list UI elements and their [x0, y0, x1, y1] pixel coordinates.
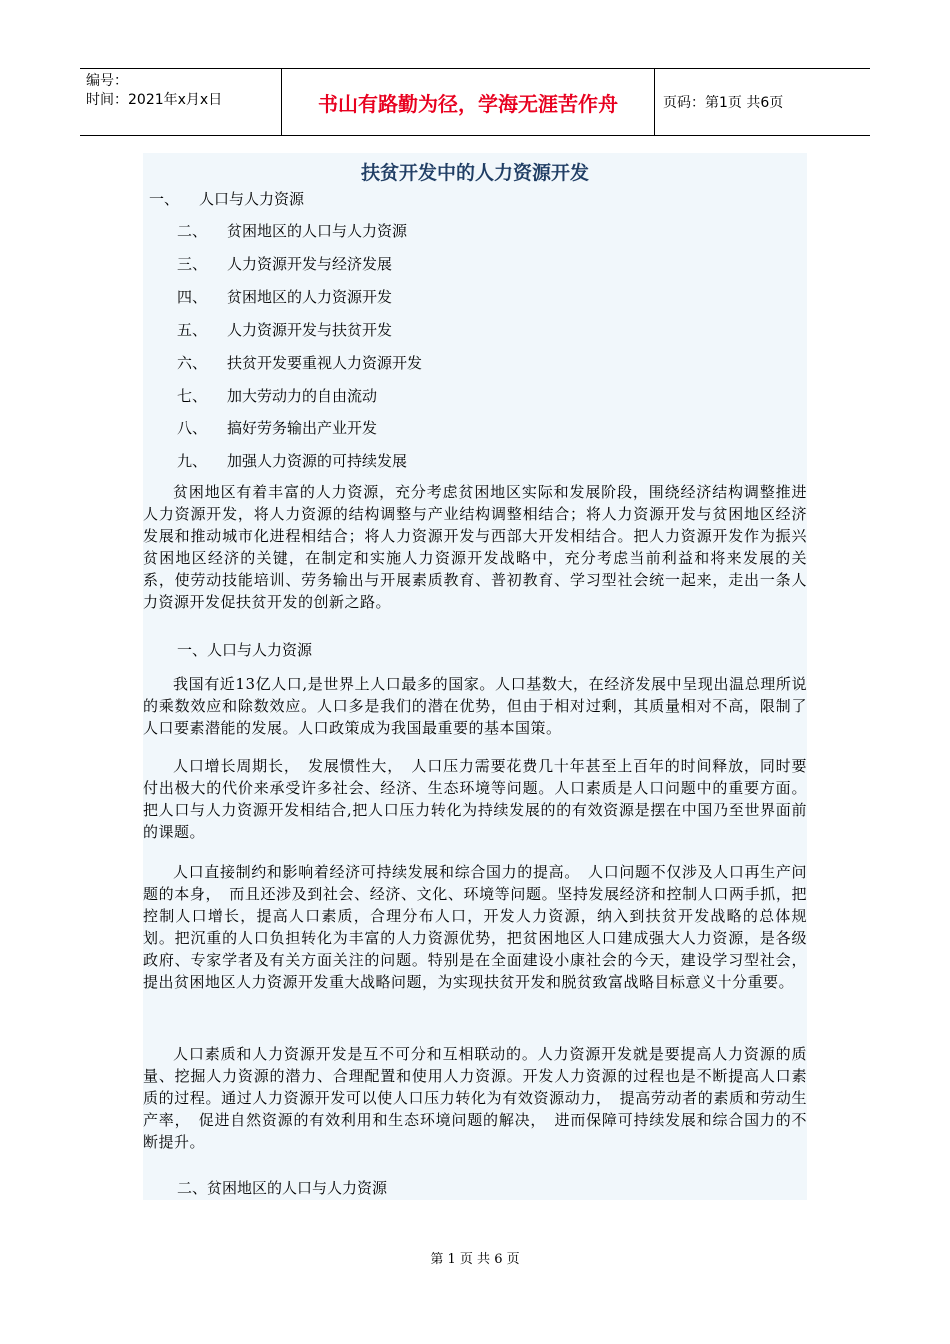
toc-text: 贫困地区的人口与人力资源: [227, 222, 408, 240]
toc-number: 八、: [177, 419, 208, 437]
toc-text: 加强人力资源的可持续发展: [227, 452, 408, 470]
toc-item: [149, 188, 304, 209]
body-paragraph: 人口直接制约和影响着经济可持续发展和综合国力的提高。 人口问题不仅涉及人口再生产问题的本身， 而且还涉及到社会、经济、文化、环境等问题。坚持发展经济和控制人口两手抓，把控制人口增长，提高人口素质，合理分布人口，开发人力资源，纳入到扶贫开发战略的总体规划。把沉重的人口负担转化为丰富的人力资源优势，把贫困地区人口建成强大人力资源，是各级政府、专家学者及有关方面关注的问题。特别是在全面建设小康社会的今天，建设学习型社会，提出贫困地区人力资源开发重大战略问题，为实现扶贫开发和脱贫致富战略目标意义十分重要。: [143, 863, 807, 991]
toc-number: 三、: [177, 255, 208, 273]
header-page-label: 页码：第1页 共6页: [663, 95, 784, 111]
section-heading: 一、人口与人力资源: [177, 641, 313, 659]
document-body: [143, 153, 807, 1200]
number-label: 编号：: [86, 73, 128, 89]
toc-number: 七、: [177, 387, 208, 405]
toc-item: [177, 286, 392, 307]
page-header: [80, 68, 870, 136]
toc-text: 贫困地区的人力资源开发: [227, 288, 393, 306]
toc-number: 一、: [149, 190, 180, 208]
intro-paragraph: 贫困地区有着丰富的人力资源，充分考虑贫困地区实际和发展阶段，围绕经济结构调整推进人力资源开发，将人力资源的结构调整与产业结构调整相结合；将人力资源开发与贫困地区经济发展和推动城市化进程相结合；将人力资源开发与西部大开发相结合。把人力资源开发作为振兴贫困地区经济的关键，在制定和实施人力资源开发战略中，充分考虑当前利益和将来发展的关系，使劳动技能培训、劳务输出与开展素质教育、普初教育、学习型社会统一起来，走出一条人力资源开发促扶贫开发的创新之路。: [143, 483, 807, 611]
toc-item: [177, 319, 392, 340]
toc-number: 五、: [177, 321, 208, 339]
toc-text: 人力资源开发与经济发展: [227, 255, 393, 273]
toc-number: 四、: [177, 288, 208, 306]
date-label: 时间：2021年x月x日: [86, 92, 223, 108]
toc-item: [177, 352, 422, 373]
toc-text: 扶贫开发要重视人力资源开发: [227, 354, 423, 372]
header-motto: 书山有路勤为径，学海无涯苦作舟: [282, 69, 655, 135]
section-heading: 二、贫困地区的人口与人力资源: [177, 1179, 388, 1197]
page-footer: 第 1 页 共 6 页: [430, 1252, 520, 1267]
toc-item: [177, 253, 392, 274]
document-title: 扶贫开发中的人力资源开发: [360, 162, 589, 184]
toc-text: 加大劳动力的自由流动: [227, 387, 378, 405]
toc-item: [177, 417, 377, 438]
toc-number: 九、: [177, 452, 208, 470]
body-paragraph: 我国有近13亿人口,是世界上人口最多的国家。人口基数大，在经济发展中呈现出温总理所说的乘数效应和除数效应。人口多是我们的潜在优势，但由于相对过剩，其质量相对不高，限制了人口要素潜能的发展。人口政策成为我国最重要的基本国策。: [143, 675, 807, 737]
toc-text: 人口与人力资源: [199, 190, 305, 208]
toc-text: 人力资源开发与扶贫开发: [227, 321, 393, 339]
header-meta: [80, 69, 282, 135]
toc-text: 搞好劳务输出产业开发: [227, 419, 378, 437]
toc-number: 六、: [177, 354, 208, 372]
toc-item: [177, 385, 377, 406]
toc-item: [177, 220, 407, 241]
body-paragraph: 人口素质和人力资源开发是互不可分和互相联动的。人力资源开发就是要提高人力资源的质量、挖掘人力资源的潜力、合理配置和使用人力资源。开发人力资源的过程也是不断提高人口素质的过程。通过人力资源开发可以使人口压力转化为有效资源动力， 提高劳动者的素质和劳动生产率， 促进自然资源的有效利用和生态环境问题的解决， 进而保障可持续发展和综合国力的不断提升。: [143, 1045, 807, 1151]
body-paragraph: 人口增长周期长， 发展惯性大， 人口压力需要花费几十年甚至上百年的时间释放，同时要付出极大的代价来承受许多社会、经济、生态环境等问题。人口素质是人口问题中的重要方面。把人口与人力资源开发相结合,把人口压力转化为持续发展的的有效资源是摆在中国乃至世界面前的课题。: [143, 757, 807, 841]
toc-item: [177, 450, 407, 471]
toc-number: 二、: [177, 222, 208, 240]
